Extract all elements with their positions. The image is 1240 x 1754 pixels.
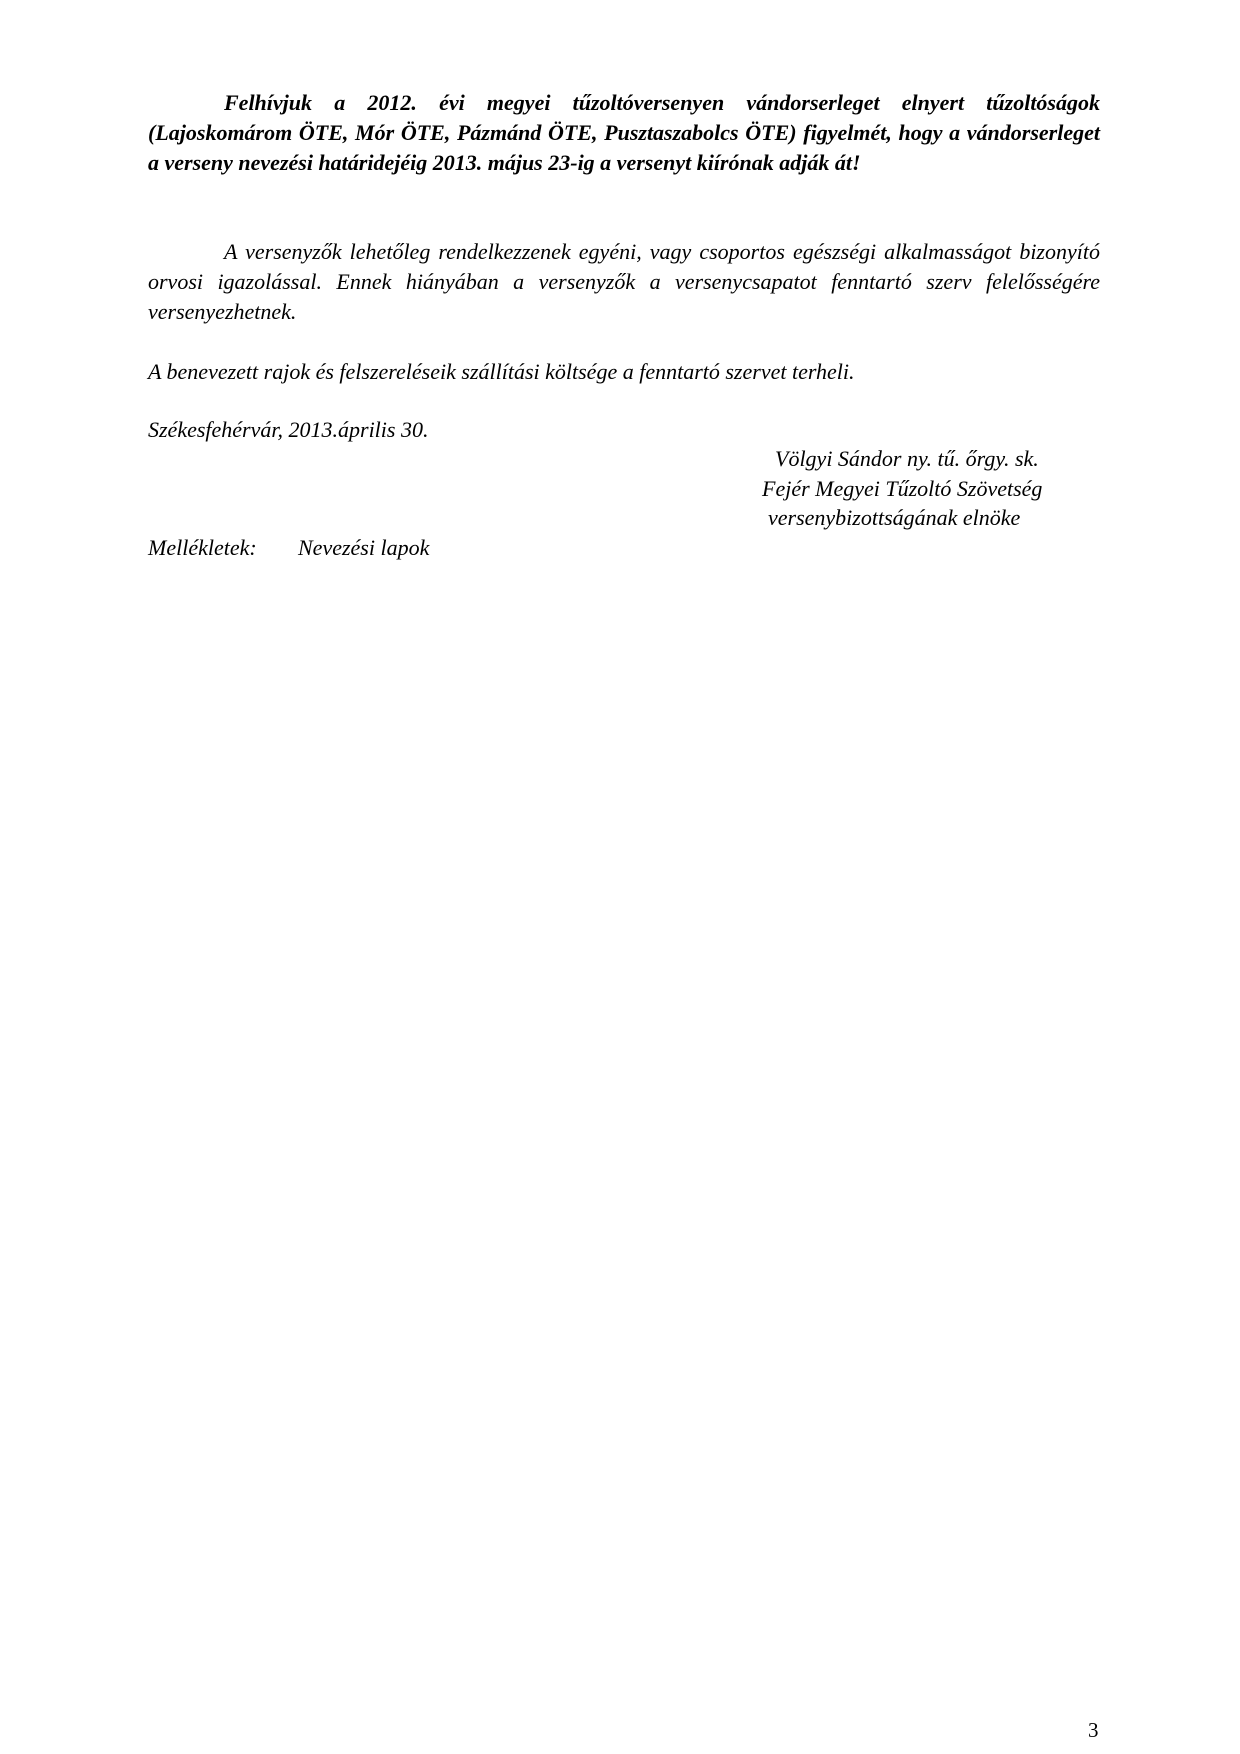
signatory-name: Völgyi Sándor ny. tű. őrgy. sk. [775,446,1039,471]
notice-paragraph-medical-certificate: A versenyzők lehetőleg rendelkezzenek egyéni, vagy csoportos egészségi alkalmasságot bizonyító orvosi igazolással. Ennek hiányában a versenyzők a versenycsapatot fenntartó szerv felelősségére versenyezhetnek. [148,239,1100,324]
attachments-value: Nevezési lapok [298,535,430,560]
attachments-label: Mellékletek: [148,535,257,560]
notice-paragraph-trophy-return: Felhívjuk a 2012. évi megyei tűzoltóversenyen vándorserleget elnyert tűzoltóságok (Lajoskomárom ÖTE, Mór ÖTE, Pázmánd ÖTE, Pusztaszabolcs ÖTE) figyelmét, hogy a vándorserleget a verseny nevezési határidejéig 2013. május 23-ig a versenyt kiírónak adják át! [148,90,1100,175]
notice-paragraph-transport-costs: A benevezett rajok és felszereléseik szállítási költsége a fenntartó szervet terheli. [148,359,855,384]
page-number: 3 [1088,1718,1099,1742]
signatory-organization: Fejér Megyei Tűzoltó Szövetség [762,476,1043,501]
signatory-title: versenybizottságának elnöke [768,505,1021,530]
place-and-date: Székesfehérvár, 2013.április 30. [148,417,429,442]
